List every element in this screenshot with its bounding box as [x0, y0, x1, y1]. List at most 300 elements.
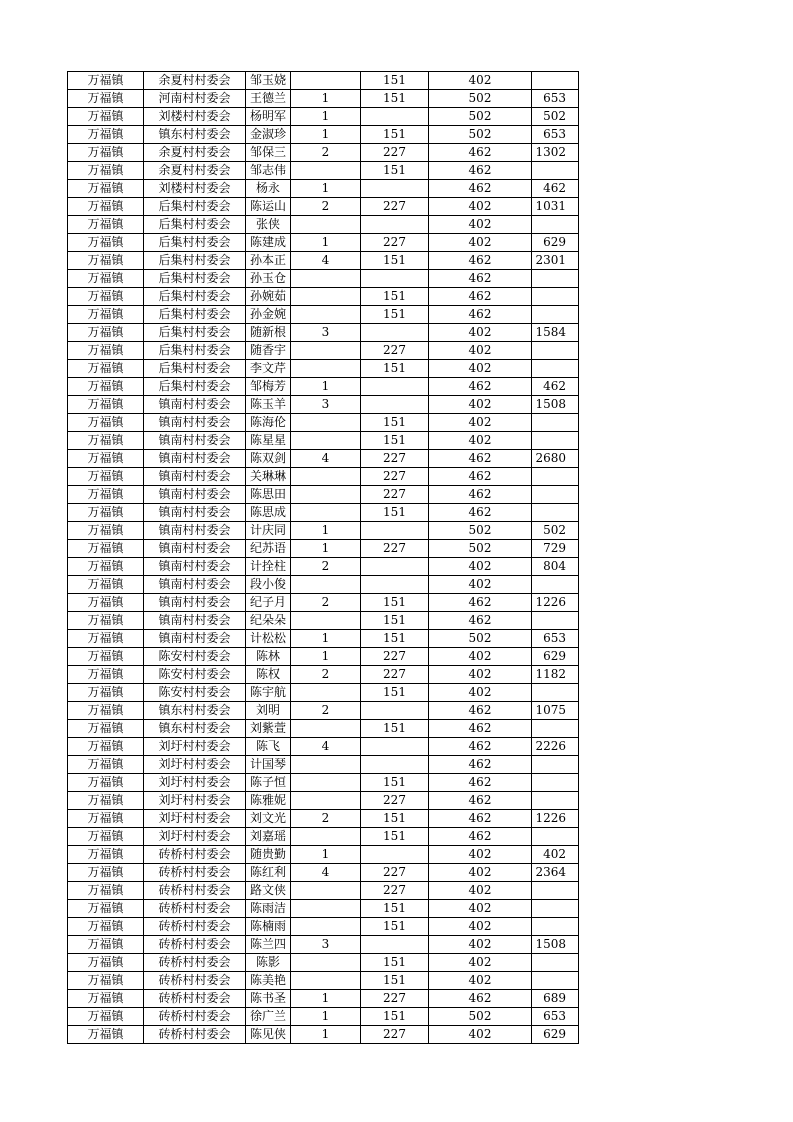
town-cell: 万福镇 — [68, 558, 144, 576]
amount-a-cell: 151 — [361, 774, 429, 792]
name-cell: 王德兰 — [246, 90, 291, 108]
town-cell: 万福镇 — [68, 360, 144, 378]
count-cell — [291, 684, 361, 702]
amount-a-cell — [361, 702, 429, 720]
amount-a-cell: 151 — [361, 684, 429, 702]
amount-b-cell: 402 — [429, 72, 532, 90]
count-cell: 1 — [291, 846, 361, 864]
amount-b-cell: 462 — [429, 378, 532, 396]
count-cell: 3 — [291, 936, 361, 954]
village-cell: 后集村村委会 — [144, 198, 246, 216]
amount-b-cell: 502 — [429, 108, 532, 126]
amount-a-cell: 151 — [361, 1008, 429, 1026]
total-cell: 1508 — [532, 396, 579, 414]
town-cell: 万福镇 — [68, 684, 144, 702]
table-row — [68, 648, 579, 666]
count-cell — [291, 882, 361, 900]
town-cell: 万福镇 — [68, 846, 144, 864]
total-cell: 502 — [532, 522, 579, 540]
village-cell: 砖桥村村委会 — [144, 1026, 246, 1044]
amount-b-cell: 462 — [429, 594, 532, 612]
amount-b-cell: 402 — [429, 360, 532, 378]
table-row — [68, 756, 579, 774]
amount-b-cell: 402 — [429, 198, 532, 216]
town-cell: 万福镇 — [68, 828, 144, 846]
table-row — [68, 558, 579, 576]
village-cell: 镇南村村委会 — [144, 594, 246, 612]
name-cell: 纪苏语 — [246, 540, 291, 558]
village-cell: 后集村村委会 — [144, 234, 246, 252]
name-cell: 孙本正 — [246, 252, 291, 270]
table-row — [68, 684, 579, 702]
name-cell: 张侠 — [246, 216, 291, 234]
amount-a-cell — [361, 756, 429, 774]
name-cell: 陈思田 — [246, 486, 291, 504]
amount-b-cell: 402 — [429, 576, 532, 594]
village-cell: 镇东村村委会 — [144, 720, 246, 738]
town-cell: 万福镇 — [68, 990, 144, 1008]
village-cell: 余夏村村委会 — [144, 72, 246, 90]
amount-a-cell: 227 — [361, 540, 429, 558]
town-cell: 万福镇 — [68, 126, 144, 144]
table-row — [68, 378, 579, 396]
name-cell: 李文芹 — [246, 360, 291, 378]
table-row — [68, 198, 579, 216]
count-cell: 3 — [291, 396, 361, 414]
table-row — [68, 954, 579, 972]
amount-a-cell — [361, 216, 429, 234]
amount-b-cell: 462 — [429, 288, 532, 306]
total-cell: 2680 — [532, 450, 579, 468]
count-cell — [291, 162, 361, 180]
total-cell — [532, 828, 579, 846]
total-cell — [532, 342, 579, 360]
amount-a-cell: 151 — [361, 612, 429, 630]
table-row — [68, 720, 579, 738]
town-cell: 万福镇 — [68, 738, 144, 756]
town-cell: 万福镇 — [68, 216, 144, 234]
amount-b-cell: 462 — [429, 828, 532, 846]
table-row — [68, 900, 579, 918]
name-cell: 陈影 — [246, 954, 291, 972]
amount-b-cell: 402 — [429, 900, 532, 918]
village-cell: 后集村村委会 — [144, 306, 246, 324]
total-cell — [532, 684, 579, 702]
amount-b-cell: 462 — [429, 774, 532, 792]
count-cell — [291, 918, 361, 936]
total-cell: 462 — [532, 180, 579, 198]
amount-a-cell: 227 — [361, 864, 429, 882]
table-row — [68, 846, 579, 864]
amount-b-cell: 402 — [429, 846, 532, 864]
name-cell: 陈楠雨 — [246, 918, 291, 936]
total-cell: 1182 — [532, 666, 579, 684]
village-cell: 镇东村村委会 — [144, 126, 246, 144]
amount-a-cell: 227 — [361, 792, 429, 810]
town-cell: 万福镇 — [68, 972, 144, 990]
count-cell — [291, 270, 361, 288]
town-cell: 万福镇 — [68, 720, 144, 738]
amount-b-cell: 462 — [429, 468, 532, 486]
table-row — [68, 234, 579, 252]
name-cell: 陈宇航 — [246, 684, 291, 702]
count-cell — [291, 720, 361, 738]
name-cell: 徐广兰 — [246, 1008, 291, 1026]
table-row — [68, 90, 579, 108]
town-cell: 万福镇 — [68, 306, 144, 324]
count-cell: 1 — [291, 378, 361, 396]
amount-b-cell: 402 — [429, 1026, 532, 1044]
village-cell: 砖桥村村委会 — [144, 900, 246, 918]
amount-a-cell: 151 — [361, 306, 429, 324]
name-cell: 杨明军 — [246, 108, 291, 126]
count-cell — [291, 612, 361, 630]
amount-b-cell: 462 — [429, 756, 532, 774]
table-row — [68, 666, 579, 684]
amount-b-cell: 402 — [429, 864, 532, 882]
village-cell: 镇南村村委会 — [144, 630, 246, 648]
table-row — [68, 414, 579, 432]
name-cell: 金淑珍 — [246, 126, 291, 144]
town-cell: 万福镇 — [68, 486, 144, 504]
village-cell: 镇南村村委会 — [144, 396, 246, 414]
total-cell — [532, 504, 579, 522]
village-cell: 镇南村村委会 — [144, 504, 246, 522]
total-cell: 653 — [532, 126, 579, 144]
village-cell: 砖桥村村委会 — [144, 846, 246, 864]
amount-a-cell: 151 — [361, 972, 429, 990]
town-cell: 万福镇 — [68, 270, 144, 288]
table-row — [68, 864, 579, 882]
town-cell: 万福镇 — [68, 702, 144, 720]
village-cell: 刘圩村村委会 — [144, 792, 246, 810]
village-cell: 余夏村村委会 — [144, 162, 246, 180]
village-cell: 砖桥村村委会 — [144, 864, 246, 882]
amount-a-cell: 151 — [361, 828, 429, 846]
village-cell: 镇南村村委会 — [144, 468, 246, 486]
amount-b-cell: 402 — [429, 882, 532, 900]
town-cell: 万福镇 — [68, 324, 144, 342]
town-cell: 万福镇 — [68, 954, 144, 972]
amount-b-cell: 462 — [429, 180, 532, 198]
town-cell: 万福镇 — [68, 900, 144, 918]
total-cell: 729 — [532, 540, 579, 558]
town-cell: 万福镇 — [68, 288, 144, 306]
town-cell: 万福镇 — [68, 576, 144, 594]
village-cell: 镇南村村委会 — [144, 414, 246, 432]
town-cell: 万福镇 — [68, 594, 144, 612]
total-cell: 1226 — [532, 594, 579, 612]
town-cell: 万福镇 — [68, 504, 144, 522]
town-cell: 万福镇 — [68, 432, 144, 450]
total-cell: 2226 — [532, 738, 579, 756]
amount-a-cell: 151 — [361, 90, 429, 108]
village-cell: 刘圩村村委会 — [144, 828, 246, 846]
town-cell: 万福镇 — [68, 234, 144, 252]
amount-b-cell: 462 — [429, 990, 532, 1008]
village-cell: 镇南村村委会 — [144, 558, 246, 576]
name-cell: 段小俊 — [246, 576, 291, 594]
name-cell: 陈雨洁 — [246, 900, 291, 918]
name-cell: 邹玉娆 — [246, 72, 291, 90]
name-cell: 陈美艳 — [246, 972, 291, 990]
total-cell: 1508 — [532, 936, 579, 954]
total-cell: 2301 — [532, 252, 579, 270]
amount-a-cell: 227 — [361, 666, 429, 684]
village-cell: 镇南村村委会 — [144, 486, 246, 504]
total-cell — [532, 900, 579, 918]
total-cell — [532, 918, 579, 936]
total-cell: 2364 — [532, 864, 579, 882]
table-row — [68, 918, 579, 936]
name-cell: 刘明 — [246, 702, 291, 720]
total-cell: 402 — [532, 846, 579, 864]
total-cell — [532, 792, 579, 810]
amount-b-cell: 462 — [429, 450, 532, 468]
amount-b-cell: 462 — [429, 792, 532, 810]
amount-b-cell: 502 — [429, 90, 532, 108]
count-cell — [291, 468, 361, 486]
amount-b-cell: 402 — [429, 648, 532, 666]
count-cell: 4 — [291, 864, 361, 882]
table-row — [68, 810, 579, 828]
amount-b-cell: 402 — [429, 684, 532, 702]
amount-a-cell: 151 — [361, 900, 429, 918]
village-cell: 砖桥村村委会 — [144, 954, 246, 972]
village-cell: 砖桥村村委会 — [144, 972, 246, 990]
total-cell — [532, 432, 579, 450]
table-row — [68, 252, 579, 270]
village-cell: 镇南村村委会 — [144, 432, 246, 450]
name-cell: 关琳琳 — [246, 468, 291, 486]
table-row — [68, 828, 579, 846]
amount-b-cell: 502 — [429, 522, 532, 540]
count-cell — [291, 828, 361, 846]
table-row — [68, 1026, 579, 1044]
count-cell: 4 — [291, 450, 361, 468]
name-cell: 随新根 — [246, 324, 291, 342]
table-row — [68, 792, 579, 810]
name-cell: 刘紫萱 — [246, 720, 291, 738]
name-cell: 杨永 — [246, 180, 291, 198]
count-cell — [291, 360, 361, 378]
total-cell: 804 — [532, 558, 579, 576]
total-cell: 629 — [532, 648, 579, 666]
amount-a-cell: 151 — [361, 720, 429, 738]
town-cell: 万福镇 — [68, 378, 144, 396]
total-cell — [532, 882, 579, 900]
town-cell: 万福镇 — [68, 396, 144, 414]
total-cell — [532, 612, 579, 630]
table-row — [68, 1008, 579, 1026]
name-cell: 陈海伦 — [246, 414, 291, 432]
count-cell: 1 — [291, 990, 361, 1008]
amount-b-cell: 462 — [429, 504, 532, 522]
village-cell: 镇东村村委会 — [144, 702, 246, 720]
table-row — [68, 288, 579, 306]
name-cell: 孙婉茹 — [246, 288, 291, 306]
table-row — [68, 270, 579, 288]
village-cell: 陈安村村委会 — [144, 684, 246, 702]
town-cell: 万福镇 — [68, 342, 144, 360]
amount-b-cell: 402 — [429, 342, 532, 360]
table-row — [68, 504, 579, 522]
count-cell: 2 — [291, 558, 361, 576]
name-cell: 邹梅芳 — [246, 378, 291, 396]
amount-a-cell: 151 — [361, 414, 429, 432]
village-cell: 刘楼村村委会 — [144, 108, 246, 126]
amount-b-cell: 462 — [429, 702, 532, 720]
amount-a-cell: 227 — [361, 198, 429, 216]
table-row — [68, 126, 579, 144]
village-cell: 后集村村委会 — [144, 252, 246, 270]
total-cell — [532, 360, 579, 378]
total-cell — [532, 972, 579, 990]
count-cell — [291, 432, 361, 450]
amount-a-cell: 227 — [361, 990, 429, 1008]
amount-b-cell: 402 — [429, 324, 532, 342]
count-cell — [291, 216, 361, 234]
amount-b-cell: 502 — [429, 540, 532, 558]
count-cell — [291, 954, 361, 972]
name-cell: 陈兰四 — [246, 936, 291, 954]
count-cell: 2 — [291, 198, 361, 216]
amount-a-cell — [361, 396, 429, 414]
town-cell: 万福镇 — [68, 1008, 144, 1026]
village-cell: 刘楼村村委会 — [144, 180, 246, 198]
count-cell — [291, 756, 361, 774]
count-cell — [291, 792, 361, 810]
total-cell: 1075 — [532, 702, 579, 720]
village-cell: 砖桥村村委会 — [144, 990, 246, 1008]
name-cell: 邹保三 — [246, 144, 291, 162]
name-cell: 计国琴 — [246, 756, 291, 774]
amount-a-cell: 151 — [361, 72, 429, 90]
total-cell: 629 — [532, 1026, 579, 1044]
total-cell: 653 — [532, 90, 579, 108]
total-cell — [532, 720, 579, 738]
name-cell: 陈建成 — [246, 234, 291, 252]
total-cell: 1031 — [532, 198, 579, 216]
amount-b-cell: 402 — [429, 972, 532, 990]
total-cell — [532, 576, 579, 594]
amount-a-cell: 151 — [361, 162, 429, 180]
table-row — [68, 450, 579, 468]
amount-b-cell: 462 — [429, 612, 532, 630]
town-cell: 万福镇 — [68, 414, 144, 432]
name-cell: 陈玉羊 — [246, 396, 291, 414]
count-cell — [291, 576, 361, 594]
name-cell: 陈林 — [246, 648, 291, 666]
table-row — [68, 594, 579, 612]
town-cell: 万福镇 — [68, 936, 144, 954]
amount-b-cell: 402 — [429, 666, 532, 684]
name-cell: 陈雅妮 — [246, 792, 291, 810]
amount-a-cell: 151 — [361, 252, 429, 270]
total-cell: 653 — [532, 630, 579, 648]
name-cell: 路文侠 — [246, 882, 291, 900]
total-cell: 653 — [532, 1008, 579, 1026]
name-cell: 随贵勤 — [246, 846, 291, 864]
name-cell: 邹志伟 — [246, 162, 291, 180]
count-cell: 1 — [291, 1008, 361, 1026]
village-cell: 砖桥村村委会 — [144, 1008, 246, 1026]
amount-a-cell — [361, 522, 429, 540]
total-cell — [532, 486, 579, 504]
amount-a-cell — [361, 180, 429, 198]
name-cell: 陈思成 — [246, 504, 291, 522]
name-cell: 纪子月 — [246, 594, 291, 612]
name-cell: 随香宇 — [246, 342, 291, 360]
amount-b-cell: 402 — [429, 432, 532, 450]
table-row — [68, 162, 579, 180]
table-body — [68, 72, 579, 1044]
total-cell: 1226 — [532, 810, 579, 828]
table-row — [68, 180, 579, 198]
town-cell: 万福镇 — [68, 666, 144, 684]
amount-a-cell: 151 — [361, 432, 429, 450]
count-cell — [291, 972, 361, 990]
amount-a-cell: 151 — [361, 954, 429, 972]
count-cell: 2 — [291, 594, 361, 612]
amount-a-cell — [361, 378, 429, 396]
table-row — [68, 324, 579, 342]
town-cell: 万福镇 — [68, 198, 144, 216]
table-row — [68, 108, 579, 126]
town-cell: 万福镇 — [68, 450, 144, 468]
amount-a-cell: 227 — [361, 1026, 429, 1044]
total-cell: 689 — [532, 990, 579, 1008]
amount-b-cell: 462 — [429, 306, 532, 324]
count-cell: 1 — [291, 90, 361, 108]
name-cell: 陈见侠 — [246, 1026, 291, 1044]
town-cell: 万福镇 — [68, 1026, 144, 1044]
name-cell: 陈双剑 — [246, 450, 291, 468]
town-cell: 万福镇 — [68, 540, 144, 558]
table-row — [68, 468, 579, 486]
table-row — [68, 702, 579, 720]
count-cell: 1 — [291, 180, 361, 198]
village-cell: 砖桥村村委会 — [144, 936, 246, 954]
amount-b-cell: 402 — [429, 936, 532, 954]
amount-b-cell: 462 — [429, 738, 532, 756]
name-cell: 陈飞 — [246, 738, 291, 756]
amount-a-cell: 151 — [361, 288, 429, 306]
town-cell: 万福镇 — [68, 918, 144, 936]
count-cell: 1 — [291, 630, 361, 648]
total-cell: 462 — [532, 378, 579, 396]
count-cell — [291, 486, 361, 504]
amount-b-cell: 462 — [429, 162, 532, 180]
town-cell: 万福镇 — [68, 792, 144, 810]
total-cell — [532, 468, 579, 486]
count-cell: 1 — [291, 540, 361, 558]
village-cell: 镇南村村委会 — [144, 522, 246, 540]
total-cell — [532, 756, 579, 774]
name-cell: 计拴柱 — [246, 558, 291, 576]
name-cell: 陈运山 — [246, 198, 291, 216]
town-cell: 万福镇 — [68, 162, 144, 180]
name-cell: 陈权 — [246, 666, 291, 684]
amount-b-cell: 402 — [429, 558, 532, 576]
amount-b-cell: 462 — [429, 720, 532, 738]
amount-b-cell: 462 — [429, 144, 532, 162]
amount-a-cell: 227 — [361, 468, 429, 486]
name-cell: 陈书圣 — [246, 990, 291, 1008]
total-cell: 502 — [532, 108, 579, 126]
village-cell: 刘圩村村委会 — [144, 738, 246, 756]
town-cell: 万福镇 — [68, 756, 144, 774]
